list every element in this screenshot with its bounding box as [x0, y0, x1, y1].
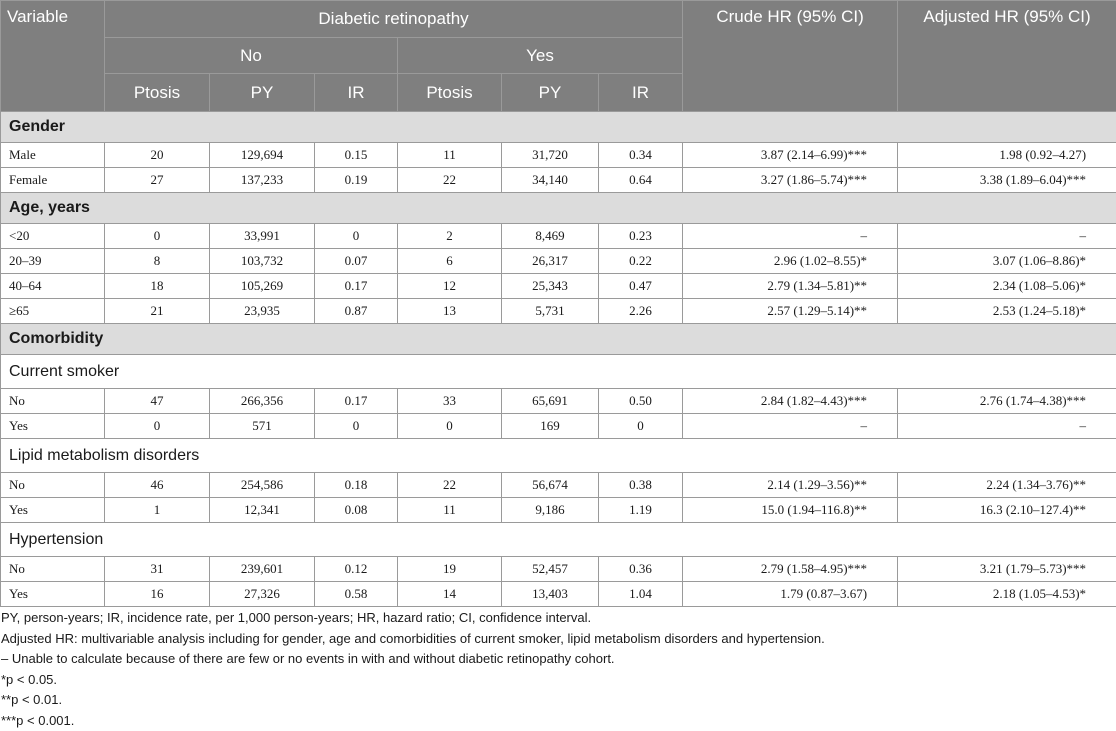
- ir-no-cell: 0.87: [315, 299, 398, 324]
- header-crude-hr: Crude HR (95% CI): [683, 1, 898, 112]
- header-py-no: PY: [210, 74, 315, 112]
- ptosis-no-cell: 0: [105, 224, 210, 249]
- header-ptosis-yes: Ptosis: [398, 74, 502, 112]
- ir-no-cell: 0.15: [315, 143, 398, 168]
- crude-hr-cell: –: [683, 224, 898, 249]
- py-no-cell: 239,601: [210, 557, 315, 582]
- ptosis-no-cell: 1: [105, 498, 210, 523]
- table-row: [1, 582, 1116, 607]
- ptosis-yes-cell: 11: [398, 143, 502, 168]
- table-row: [1, 389, 1116, 414]
- subsection-hypertension: Hypertension: [1, 523, 1116, 557]
- py-no-cell: 105,269: [210, 274, 315, 299]
- py-no-cell: 12,341: [210, 498, 315, 523]
- ir-no-cell: 0.08: [315, 498, 398, 523]
- row-label: No: [1, 557, 105, 582]
- row-label: ≥65: [1, 299, 105, 324]
- adjusted-hr-cell: 2.18 (1.05–4.53)*: [898, 582, 1116, 607]
- header-yes: Yes: [398, 38, 683, 74]
- py-no-cell: 33,991: [210, 224, 315, 249]
- adjusted-hr-cell: 3.38 (1.89–6.04)***: [898, 168, 1116, 193]
- footnote-p001: ***p < 0.001.: [1, 711, 1111, 731]
- adjusted-hr-cell: 1.98 (0.92–4.27): [898, 143, 1116, 168]
- py-no-cell: 103,732: [210, 249, 315, 274]
- row-label: 20–39: [1, 249, 105, 274]
- py-no-cell: 137,233: [210, 168, 315, 193]
- crude-hr-cell: 1.79 (0.87–3.67): [683, 582, 898, 607]
- ir-yes-cell: 2.26: [599, 299, 683, 324]
- ir-no-cell: 0.58: [315, 582, 398, 607]
- py-no-cell: 23,935: [210, 299, 315, 324]
- ir-yes-cell: 0.22: [599, 249, 683, 274]
- ir-yes-cell: 0.47: [599, 274, 683, 299]
- crude-hr-cell: 2.96 (1.02–8.55)*: [683, 249, 898, 274]
- ir-yes-cell: 0: [599, 414, 683, 439]
- adjusted-hr-cell: 2.76 (1.74–4.38)***: [898, 389, 1116, 414]
- footnote-dash: – Unable to calculate because of there are few or no events in with and without diabetic retinopathy cohort.: [1, 649, 1111, 670]
- ptosis-no-cell: 0: [105, 414, 210, 439]
- ir-yes-cell: 0.50: [599, 389, 683, 414]
- ir-yes-cell: 0.23: [599, 224, 683, 249]
- adjusted-hr-cell: –: [898, 414, 1116, 439]
- subsection-current-smoker: Current smoker: [1, 355, 1116, 389]
- ptosis-no-cell: 21: [105, 299, 210, 324]
- ir-no-cell: 0.17: [315, 274, 398, 299]
- footnote-adjusted-hr: Adjusted HR: multivariable analysis including for gender, age and comorbidities of current smoker, lipid metabolism disorders and hypertension.: [1, 629, 1111, 650]
- py-yes-cell: 52,457: [502, 557, 599, 582]
- ptosis-yes-cell: 13: [398, 299, 502, 324]
- ptosis-no-cell: 16: [105, 582, 210, 607]
- py-yes-cell: 169: [502, 414, 599, 439]
- table-row: [1, 414, 1116, 439]
- ir-yes-cell: 1.04: [599, 582, 683, 607]
- table-row: [1, 274, 1116, 299]
- ptosis-no-cell: 46: [105, 473, 210, 498]
- footnote-abbreviations: PY, person-years; IR, incidence rate, per 1,000 person-years; HR, hazard ratio; CI, confidence interval.: [1, 608, 1111, 629]
- py-yes-cell: 25,343: [502, 274, 599, 299]
- ir-yes-cell: 0.38: [599, 473, 683, 498]
- ptosis-yes-cell: 14: [398, 582, 502, 607]
- py-yes-cell: 34,140: [502, 168, 599, 193]
- adjusted-hr-cell: 3.21 (1.79–5.73)***: [898, 557, 1116, 582]
- py-no-cell: 571: [210, 414, 315, 439]
- ir-no-cell: 0.12: [315, 557, 398, 582]
- table-header: [1, 1, 1116, 112]
- table-row: [1, 168, 1116, 193]
- py-yes-cell: 8,469: [502, 224, 599, 249]
- ir-no-cell: 0.19: [315, 168, 398, 193]
- footnote-p01: **p < 0.01.: [1, 690, 1111, 711]
- py-yes-cell: 13,403: [502, 582, 599, 607]
- subsection-lipid: Lipid metabolism disorders: [1, 439, 1116, 473]
- crude-hr-cell: 2.79 (1.34–5.81)**: [683, 274, 898, 299]
- ptosis-no-cell: 31: [105, 557, 210, 582]
- adjusted-hr-cell: 3.07 (1.06–8.86)*: [898, 249, 1116, 274]
- ir-yes-cell: 0.36: [599, 557, 683, 582]
- row-label: No: [1, 473, 105, 498]
- ptosis-yes-cell: 19: [398, 557, 502, 582]
- py-yes-cell: 56,674: [502, 473, 599, 498]
- py-yes-cell: 9,186: [502, 498, 599, 523]
- ptosis-no-cell: 18: [105, 274, 210, 299]
- row-label: Male: [1, 143, 105, 168]
- table-footnotes: [0, 608, 1111, 731]
- ptosis-no-cell: 20: [105, 143, 210, 168]
- ir-no-cell: 0.17: [315, 389, 398, 414]
- table-row: [1, 473, 1116, 498]
- row-label: Female: [1, 168, 105, 193]
- ptosis-yes-cell: 22: [398, 473, 502, 498]
- ir-yes-cell: 1.19: [599, 498, 683, 523]
- ir-no-cell: 0.18: [315, 473, 398, 498]
- crude-hr-cell: 3.87 (2.14–6.99)***: [683, 143, 898, 168]
- ptosis-no-cell: 27: [105, 168, 210, 193]
- section-comorbidity: Comorbidity: [1, 324, 1116, 355]
- ptosis-yes-cell: 0: [398, 414, 502, 439]
- ptosis-no-cell: 47: [105, 389, 210, 414]
- row-label: No: [1, 389, 105, 414]
- footnote-p05: *p < 0.05.: [1, 670, 1111, 691]
- ptosis-no-cell: 8: [105, 249, 210, 274]
- adjusted-hr-cell: 2.53 (1.24–5.18)*: [898, 299, 1116, 324]
- table-row: [1, 249, 1116, 274]
- py-no-cell: 266,356: [210, 389, 315, 414]
- crude-hr-cell: –: [683, 414, 898, 439]
- adjusted-hr-cell: –: [898, 224, 1116, 249]
- py-no-cell: 129,694: [210, 143, 315, 168]
- table-row: [1, 224, 1116, 249]
- table-row: [1, 498, 1116, 523]
- crude-hr-cell: 15.0 (1.94–116.8)**: [683, 498, 898, 523]
- table-row: [1, 143, 1116, 168]
- ir-yes-cell: 0.34: [599, 143, 683, 168]
- py-yes-cell: 5,731: [502, 299, 599, 324]
- crude-hr-cell: 2.84 (1.82–4.43)***: [683, 389, 898, 414]
- ptosis-yes-cell: 33: [398, 389, 502, 414]
- header-py-yes: PY: [502, 74, 599, 112]
- table-row: [1, 299, 1116, 324]
- adjusted-hr-cell: 16.3 (2.10–127.4)**: [898, 498, 1116, 523]
- ir-no-cell: 0: [315, 224, 398, 249]
- header-ir-yes: IR: [599, 74, 683, 112]
- crude-hr-cell: 2.14 (1.29–3.56)**: [683, 473, 898, 498]
- header-adjusted-hr: Adjusted HR (95% CI): [898, 1, 1116, 112]
- section-age: Age, years: [1, 193, 1116, 224]
- ptosis-yes-cell: 12: [398, 274, 502, 299]
- ptosis-yes-cell: 2: [398, 224, 502, 249]
- py-yes-cell: 31,720: [502, 143, 599, 168]
- header-no: No: [105, 38, 398, 74]
- ptosis-yes-cell: 6: [398, 249, 502, 274]
- ptosis-yes-cell: 22: [398, 168, 502, 193]
- header-ir-no: IR: [315, 74, 398, 112]
- crude-hr-cell: 3.27 (1.86–5.74)***: [683, 168, 898, 193]
- row-label: Yes: [1, 498, 105, 523]
- header-ptosis-no: Ptosis: [105, 74, 210, 112]
- ir-no-cell: 0.07: [315, 249, 398, 274]
- header-variable: Variable: [1, 1, 105, 112]
- adjusted-hr-cell: 2.34 (1.08–5.06)*: [898, 274, 1116, 299]
- row-label: <20: [1, 224, 105, 249]
- header-diabetic-retinopathy: Diabetic retinopathy: [105, 1, 683, 38]
- table-row: [1, 557, 1116, 582]
- row-label: Yes: [1, 414, 105, 439]
- ptosis-yes-cell: 11: [398, 498, 502, 523]
- table-body: [1, 112, 1116, 607]
- adjusted-hr-cell: 2.24 (1.34–3.76)**: [898, 473, 1116, 498]
- row-label: 40–64: [1, 274, 105, 299]
- ir-no-cell: 0: [315, 414, 398, 439]
- ir-yes-cell: 0.64: [599, 168, 683, 193]
- py-yes-cell: 65,691: [502, 389, 599, 414]
- crude-hr-cell: 2.57 (1.29–5.14)**: [683, 299, 898, 324]
- py-yes-cell: 26,317: [502, 249, 599, 274]
- py-no-cell: 254,586: [210, 473, 315, 498]
- py-no-cell: 27,326: [210, 582, 315, 607]
- row-label: Yes: [1, 582, 105, 607]
- section-gender: Gender: [1, 112, 1116, 143]
- crude-hr-cell: 2.79 (1.58–4.95)***: [683, 557, 898, 582]
